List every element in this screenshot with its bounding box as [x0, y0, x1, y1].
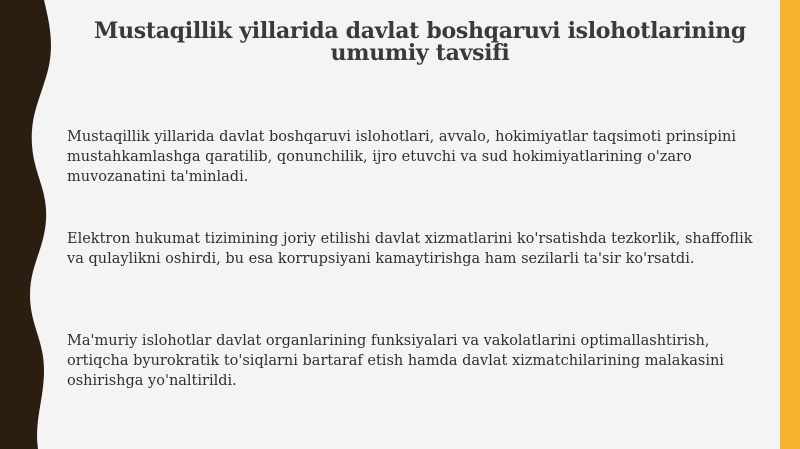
wavy-band: [0, 0, 51, 449]
paragraph-3: Ma'muriy islohotlar davlat organlarining funksiyalari va vakolatlarini optimallashtirish, ortiqcha byurokratik to'siqlarni bartaraf etish hamda davlat xizmatchilarining malakasini oshirishga yo'naltirildi.: [67, 333, 724, 389]
right-accent-bar: [780, 0, 800, 449]
slide-title: Mustaqillik yillarida davlat boshqaruvi islohotlarining umumiy tavsifi: [94, 18, 746, 66]
paragraph-2: Elektron hukumat tizimining joriy etilishi davlat xizmatlarini ko'rsatishda tezkorlik, shaffoflik va qulaylikni oshirdi, bu esa korrupsiyani kamaytirishga ham sezilarli ta'sir ko'rsatdi.: [67, 231, 753, 267]
left-wavy-decoration: [0, 0, 60, 449]
paragraph-1: Mustaqillik yillarida davlat boshqaruvi islohotlari, avvalo, hokimiyatlar taqsimoti prinsipini mustahkamlashga qaratilib, qonunchilik, ijro etuvchi va sud hokimiyatlarining o'zaro muvozanatini ta'minladi.: [67, 129, 737, 185]
